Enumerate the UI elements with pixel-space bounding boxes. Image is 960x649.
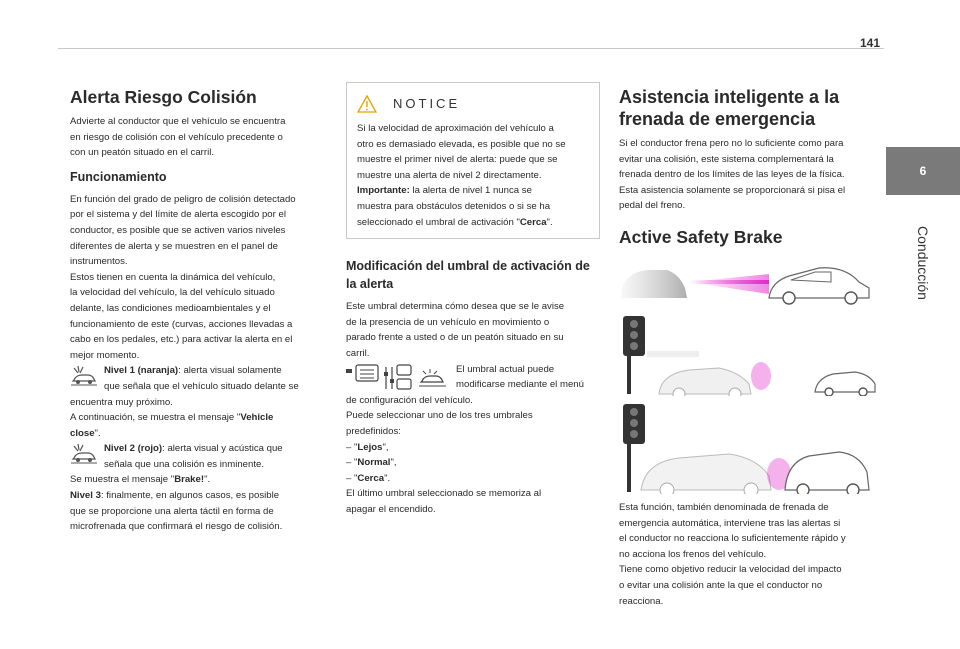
notice-text: Si la velocidad de aproximación del vehículo a otro es demasiado elevada, es posible que no se muestre el primer nivel de alerta: puede que se muestre una alerta de nivel 2 directamente. Importante: la alerta de nivel 1 nunca se muestra para obstáculos detenidos o si se ha seleccionado el umbral de activación "Cerca".	[357, 123, 566, 228]
threshold-text: Este umbral determina cómo desea que se le avise de la presencia de un vehículo en movimiento o parado frente a usted o de un peatón situado en su carril.	[346, 301, 565, 359]
figure-emergency-brake	[619, 402, 877, 494]
level-1-text: Nivel 1 (naranja): alerta visual solamente que señala que el vehículo situado delante se	[104, 365, 299, 392]
settings-menu-icons	[346, 363, 450, 393]
subsection-title: Modificación del umbral de activación de la alerta	[346, 259, 590, 292]
level-2-row	[70, 441, 325, 472]
notice-title: NOTICE	[393, 96, 461, 112]
chapter-title: Conducción	[915, 226, 931, 300]
menu-icons-text: El umbral actual puede modificarse mediante el menú	[456, 363, 584, 391]
page-number: 141	[859, 36, 880, 50]
menu-icons-row	[346, 362, 600, 393]
chapter-tab[interactable]: 6	[886, 147, 960, 195]
warning-triangle-icon	[357, 95, 377, 113]
asb-description: Esta función, también denominada de frenada de emergencia automática, interviene tras las alertas si el conductor no reacciona lo suficientemente rápido y no acciona los frenos del vehículo. Tiene como objetivo reducir la velocidad del impacto o evitar una colisión ante la que el conductor no reacciona.	[619, 501, 846, 607]
level-2-text: Nivel 2 (rojo): alerta visual y acústica que señala que una colisión es inminente.	[104, 443, 283, 470]
collision-warning-icon	[70, 364, 98, 386]
level-3-text: Se muestra el mensaje "Brake!". Nivel 3: finalmente, en algunos casos, es posible que se proporcione una alerta táctil en forma de microfrenada que confirmará el riesgo de colisión.	[70, 474, 283, 533]
section-title: Alerta Riesgo Colisión	[70, 87, 257, 107]
level-1-text-cont: encuentra muy próximo. A continuación, se muestra el mensaje "Vehicle close".	[70, 396, 274, 439]
asb-title: Active Safety Brake	[619, 226, 783, 247]
column-collision-alert	[70, 80, 325, 535]
options-text: de configuración del vehículo. Puede seleccionar uno de los tres umbrales predefinidos: – "Lejos", – "Normal", – "Cerca". El último umbral seleccionado se memoriza al apagar el encendido.	[346, 394, 542, 515]
column-notice-threshold	[346, 80, 600, 517]
level-1-row	[70, 363, 325, 394]
notice-box	[346, 82, 600, 239]
column-emergency-braking	[619, 80, 877, 609]
section-title: Asistencia inteligente a la frenada de emergencia	[619, 87, 840, 129]
subsection-title: Funcionamiento	[70, 169, 167, 184]
collision-alert-icon	[70, 442, 98, 464]
chapter-label	[893, 208, 953, 318]
header-rule	[58, 48, 884, 49]
brake-assist-text: Si el conductor frena pero no lo suficiente como para evitar una colisión, este sistema complementará la frenada dentro de los límites de las leyes de la física. Esta asistencia solamente se proporcionará si pisa el pedal del freno.	[619, 138, 846, 212]
figure-traffic-light-braking	[619, 314, 877, 396]
figure-car-approach	[619, 258, 877, 308]
intro-text: Advierte al conductor que el vehículo se encuentra en riesgo de colisión con el vehículo precedente o con un peatón situado en el carril.	[70, 116, 286, 159]
operation-text: En función del grado de peligro de colisión detectado por el sistema y del límite de alerta escogido por el conductor, es posible que se activen varios niveles diferentes de alerta y se muestren en el panel de instrumentos. Estos tienen en cuenta la dinámica del vehículo, la velocidad del vehículo, la del vehículo situado delante, las condiciones medioambientales y el funcionamiento de este (curvas, acciones llevadas a cabo en los pedales, etc.) para activar la alerta en el mejor momento.	[70, 193, 296, 361]
